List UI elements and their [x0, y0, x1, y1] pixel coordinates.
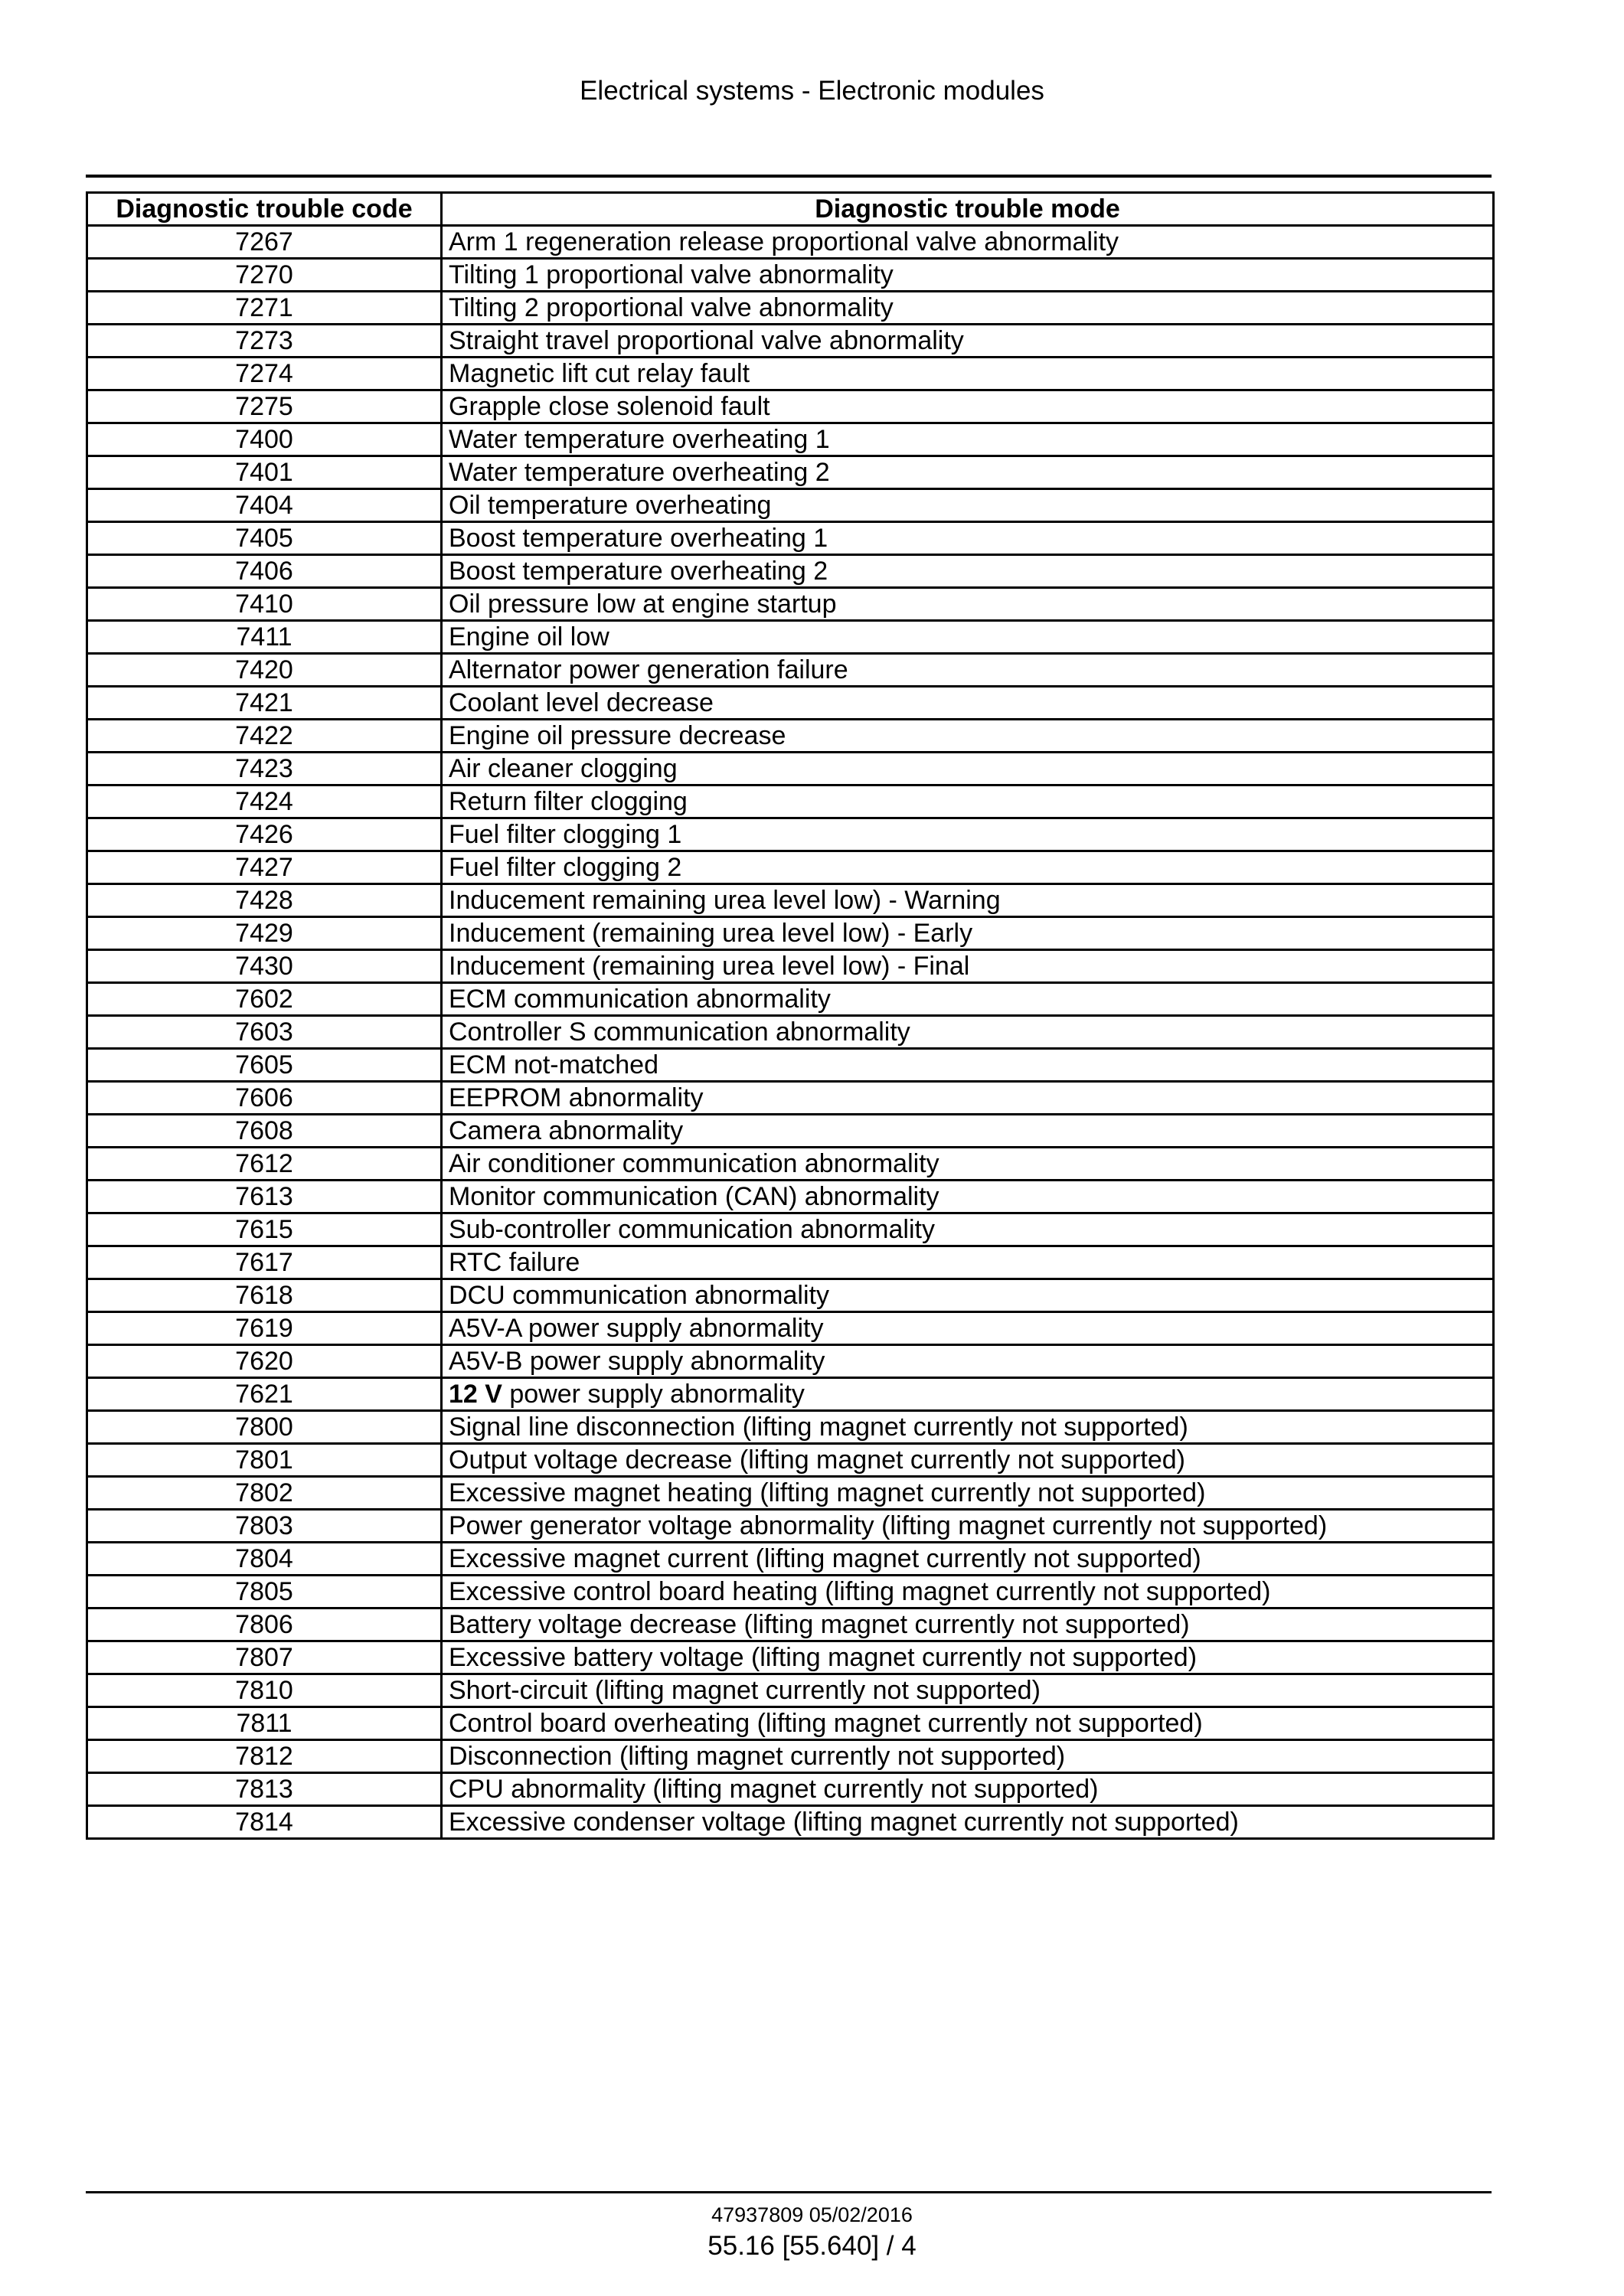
- dtc-code-cell: 7275: [87, 390, 442, 423]
- table-row: [87, 1115, 1494, 1148]
- dtc-code-cell: 7814: [87, 1806, 442, 1839]
- dtc-code-cell: 7606: [87, 1082, 442, 1115]
- table-row: [87, 1477, 1494, 1510]
- table-row: [87, 1707, 1494, 1740]
- dtc-code-cell: 7420: [87, 654, 442, 687]
- dtc-mode-cell: Camera abnormality: [442, 1115, 1494, 1148]
- diagnostic-trouble-code-table: [86, 191, 1495, 1840]
- table-row: [87, 1345, 1494, 1378]
- dtc-code-cell: 7613: [87, 1181, 442, 1213]
- dtc-code-cell: 7427: [87, 851, 442, 884]
- table-row: [87, 851, 1494, 884]
- dtc-code-cell: 7802: [87, 1477, 442, 1510]
- dtc-mode-cell: Output voltage decrease (lifting magnet currently not supported): [442, 1444, 1494, 1477]
- dtc-mode-cell: Tilting 2 proportional valve abnormality: [442, 292, 1494, 325]
- dtc-code-cell: 7404: [87, 489, 442, 522]
- table-row: [87, 489, 1494, 522]
- dtc-mode-cell: ECM not-matched: [442, 1049, 1494, 1082]
- dtc-mode-cell: ECM communication abnormality: [442, 983, 1494, 1016]
- dtc-mode-cell: [442, 1378, 1494, 1411]
- dtc-code-cell: 7426: [87, 818, 442, 851]
- column-header-mode: Diagnostic trouble mode: [442, 193, 1494, 226]
- dtc-code-cell: 7421: [87, 687, 442, 720]
- dtc-mode-cell: DCU communication abnormality: [442, 1279, 1494, 1312]
- table-row: [87, 884, 1494, 917]
- table-row: [87, 259, 1494, 292]
- table-row: [87, 950, 1494, 983]
- dtc-code-cell: 7810: [87, 1674, 442, 1707]
- table-row: [87, 1674, 1494, 1707]
- table-header-row: [87, 193, 1494, 226]
- dtc-mode-cell: Alternator power generation failure: [442, 654, 1494, 687]
- table-row: [87, 687, 1494, 720]
- table-body: [87, 226, 1494, 1839]
- dtc-code-cell: 7619: [87, 1312, 442, 1345]
- table-row: [87, 390, 1494, 423]
- dtc-mode-cell: Excessive magnet heating (lifting magnet currently not supported): [442, 1477, 1494, 1510]
- table-row: [87, 1181, 1494, 1213]
- dtc-code-cell: 7401: [87, 456, 442, 489]
- dtc-code-cell: 7429: [87, 917, 442, 950]
- dtc-mode-cell: Engine oil pressure decrease: [442, 720, 1494, 753]
- dtc-mode-cell: Air cleaner clogging: [442, 753, 1494, 785]
- header-divider: [86, 175, 1492, 178]
- dtc-mode-cell: EEPROM abnormality: [442, 1082, 1494, 1115]
- dtc-code-cell: 7803: [87, 1510, 442, 1543]
- dtc-mode-cell: Excessive magnet current (lifting magnet currently not supported): [442, 1543, 1494, 1576]
- table-row: [87, 917, 1494, 950]
- dtc-code-cell: 7813: [87, 1773, 442, 1806]
- dtc-code-cell: 7430: [87, 950, 442, 983]
- dtc-mode-cell: A5V-B power supply abnormality: [442, 1345, 1494, 1378]
- table-row: [87, 423, 1494, 456]
- dtc-mode-cell: Water temperature overheating 1: [442, 423, 1494, 456]
- dtc-mode-cell: Excessive battery voltage (lifting magnet currently not supported): [442, 1641, 1494, 1674]
- dtc-code-cell: 7617: [87, 1246, 442, 1279]
- dtc-mode-cell: Oil temperature overheating: [442, 489, 1494, 522]
- table-row: [87, 1641, 1494, 1674]
- dtc-mode-cell: Controller S communication abnormality: [442, 1016, 1494, 1049]
- dtc-mode-emphasis: 12 V: [449, 1380, 502, 1409]
- dtc-code-cell: 7612: [87, 1148, 442, 1181]
- dtc-mode-cell: Grapple close solenoid fault: [442, 390, 1494, 423]
- dtc-code-cell: 7807: [87, 1641, 442, 1674]
- table-row: [87, 753, 1494, 785]
- dtc-code-cell: 7804: [87, 1543, 442, 1576]
- table-row: [87, 555, 1494, 588]
- footer-divider: [86, 2191, 1492, 2193]
- table-row: [87, 720, 1494, 753]
- dtc-mode-cell: Return filter clogging: [442, 785, 1494, 818]
- dtc-mode-cell: Signal line disconnection (lifting magnet currently not supported): [442, 1411, 1494, 1444]
- dtc-code-cell: 7274: [87, 358, 442, 390]
- dtc-code-cell: 7615: [87, 1213, 442, 1246]
- page-number: 55.16 [55.640] / 4: [707, 2231, 917, 2261]
- dtc-code-cell: 7400: [87, 423, 442, 456]
- dtc-mode-cell: Magnetic lift cut relay fault: [442, 358, 1494, 390]
- dtc-mode-cell: Oil pressure low at engine startup: [442, 588, 1494, 621]
- dtc-code-cell: 7605: [87, 1049, 442, 1082]
- dtc-code-cell: 7271: [87, 292, 442, 325]
- dtc-code-cell: 7800: [87, 1411, 442, 1444]
- dtc-mode-cell: Control board overheating (lifting magnet currently not supported): [442, 1707, 1494, 1740]
- dtc-code-cell: 7811: [87, 1707, 442, 1740]
- table-row: [87, 588, 1494, 621]
- table-row: [87, 1740, 1494, 1773]
- dtc-code-cell: 7267: [87, 226, 442, 259]
- dtc-code-cell: 7608: [87, 1115, 442, 1148]
- dtc-code-cell: 7602: [87, 983, 442, 1016]
- dtc-code-cell: 7270: [87, 259, 442, 292]
- dtc-mode-cell: RTC failure: [442, 1246, 1494, 1279]
- dtc-code-cell: 7424: [87, 785, 442, 818]
- dtc-code-cell: 7806: [87, 1609, 442, 1641]
- dtc-mode-cell: Fuel filter clogging 2: [442, 851, 1494, 884]
- dtc-code-cell: 7603: [87, 1016, 442, 1049]
- dtc-mode-cell: Inducement (remaining urea level low) - Final: [442, 950, 1494, 983]
- dtc-mode-cell: Disconnection (lifting magnet currently not supported): [442, 1740, 1494, 1773]
- table-row: [87, 1806, 1494, 1839]
- table-row: [87, 1543, 1494, 1576]
- dtc-mode-cell: Inducement (remaining urea level low) - Early: [442, 917, 1494, 950]
- dtc-mode-cell: Arm 1 regeneration release proportional valve abnormality: [442, 226, 1494, 259]
- table-row: [87, 621, 1494, 654]
- table-row: [87, 1049, 1494, 1082]
- dtc-code-cell: 7410: [87, 588, 442, 621]
- dtc-mode-cell: CPU abnormality (lifting magnet currently not supported): [442, 1773, 1494, 1806]
- table-row: [87, 1246, 1494, 1279]
- dtc-mode-cell: Coolant level decrease: [442, 687, 1494, 720]
- dtc-mode-cell: Tilting 1 proportional valve abnormality: [442, 259, 1494, 292]
- dtc-code-cell: 7621: [87, 1378, 442, 1411]
- dtc-code-cell: 7812: [87, 1740, 442, 1773]
- dtc-code-cell: 7801: [87, 1444, 442, 1477]
- table-row: [87, 522, 1494, 555]
- table-row: [87, 1082, 1494, 1115]
- dtc-mode-cell: Engine oil low: [442, 621, 1494, 654]
- table-row: [87, 1148, 1494, 1181]
- table-row: [87, 1279, 1494, 1312]
- dtc-mode-cell: Air conditioner communication abnormality: [442, 1148, 1494, 1181]
- dtc-mode-cell: Boost temperature overheating 2: [442, 555, 1494, 588]
- table-row: [87, 1773, 1494, 1806]
- dtc-mode-cell: Sub-controller communication abnormality: [442, 1213, 1494, 1246]
- dtc-mode-text: power supply abnormality: [502, 1380, 805, 1409]
- dtc-code-cell: 7422: [87, 720, 442, 753]
- table-row: [87, 1016, 1494, 1049]
- table-row: [87, 358, 1494, 390]
- table-row: [87, 456, 1494, 489]
- table-row: [87, 654, 1494, 687]
- dtc-mode-cell: Battery voltage decrease (lifting magnet currently not supported): [442, 1609, 1494, 1641]
- table-row: [87, 1576, 1494, 1609]
- document-reference: 47937809 05/02/2016: [711, 2203, 913, 2226]
- dtc-mode-cell: Excessive control board heating (lifting magnet currently not supported): [442, 1576, 1494, 1609]
- table-row: [87, 1444, 1494, 1477]
- dtc-mode-cell: Straight travel proportional valve abnormality: [442, 325, 1494, 358]
- dtc-code-cell: 7805: [87, 1576, 442, 1609]
- table-row: [87, 325, 1494, 358]
- table-row: [87, 983, 1494, 1016]
- dtc-mode-cell: Power generator voltage abnormality (lifting magnet currently not supported): [442, 1510, 1494, 1543]
- dtc-mode-cell: Monitor communication (CAN) abnormality: [442, 1181, 1494, 1213]
- table-row: [87, 292, 1494, 325]
- dtc-mode-cell: Short-circuit (lifting magnet currently not supported): [442, 1674, 1494, 1707]
- dtc-code-cell: 7620: [87, 1345, 442, 1378]
- dtc-code-cell: 7423: [87, 753, 442, 785]
- dtc-code-cell: 7618: [87, 1279, 442, 1312]
- table-row: [87, 818, 1494, 851]
- dtc-mode-cell: A5V-A power supply abnormality: [442, 1312, 1494, 1345]
- table-row: [87, 1609, 1494, 1641]
- dtc-mode-cell: Fuel filter clogging 1: [442, 818, 1494, 851]
- table-row: [87, 785, 1494, 818]
- dtc-code-cell: 7405: [87, 522, 442, 555]
- dtc-code-cell: 7273: [87, 325, 442, 358]
- dtc-mode-cell: Boost temperature overheating 1: [442, 522, 1494, 555]
- dtc-code-cell: 7406: [87, 555, 442, 588]
- table-row: [87, 1378, 1494, 1411]
- table-row: [87, 1312, 1494, 1345]
- page-header-title: Electrical systems - Electronic modules: [580, 76, 1044, 106]
- dtc-code-cell: 7428: [87, 884, 442, 917]
- table-row: [87, 1213, 1494, 1246]
- dtc-mode-cell: Inducement remaining urea level low) - Warning: [442, 884, 1494, 917]
- dtc-mode-cell: Water temperature overheating 2: [442, 456, 1494, 489]
- table-row: [87, 226, 1494, 259]
- dtc-mode-cell: Excessive condenser voltage (lifting magnet currently not supported): [442, 1806, 1494, 1839]
- table-row: [87, 1510, 1494, 1543]
- table-row: [87, 1411, 1494, 1444]
- dtc-code-cell: 7411: [87, 621, 442, 654]
- column-header-code: Diagnostic trouble code: [87, 193, 442, 226]
